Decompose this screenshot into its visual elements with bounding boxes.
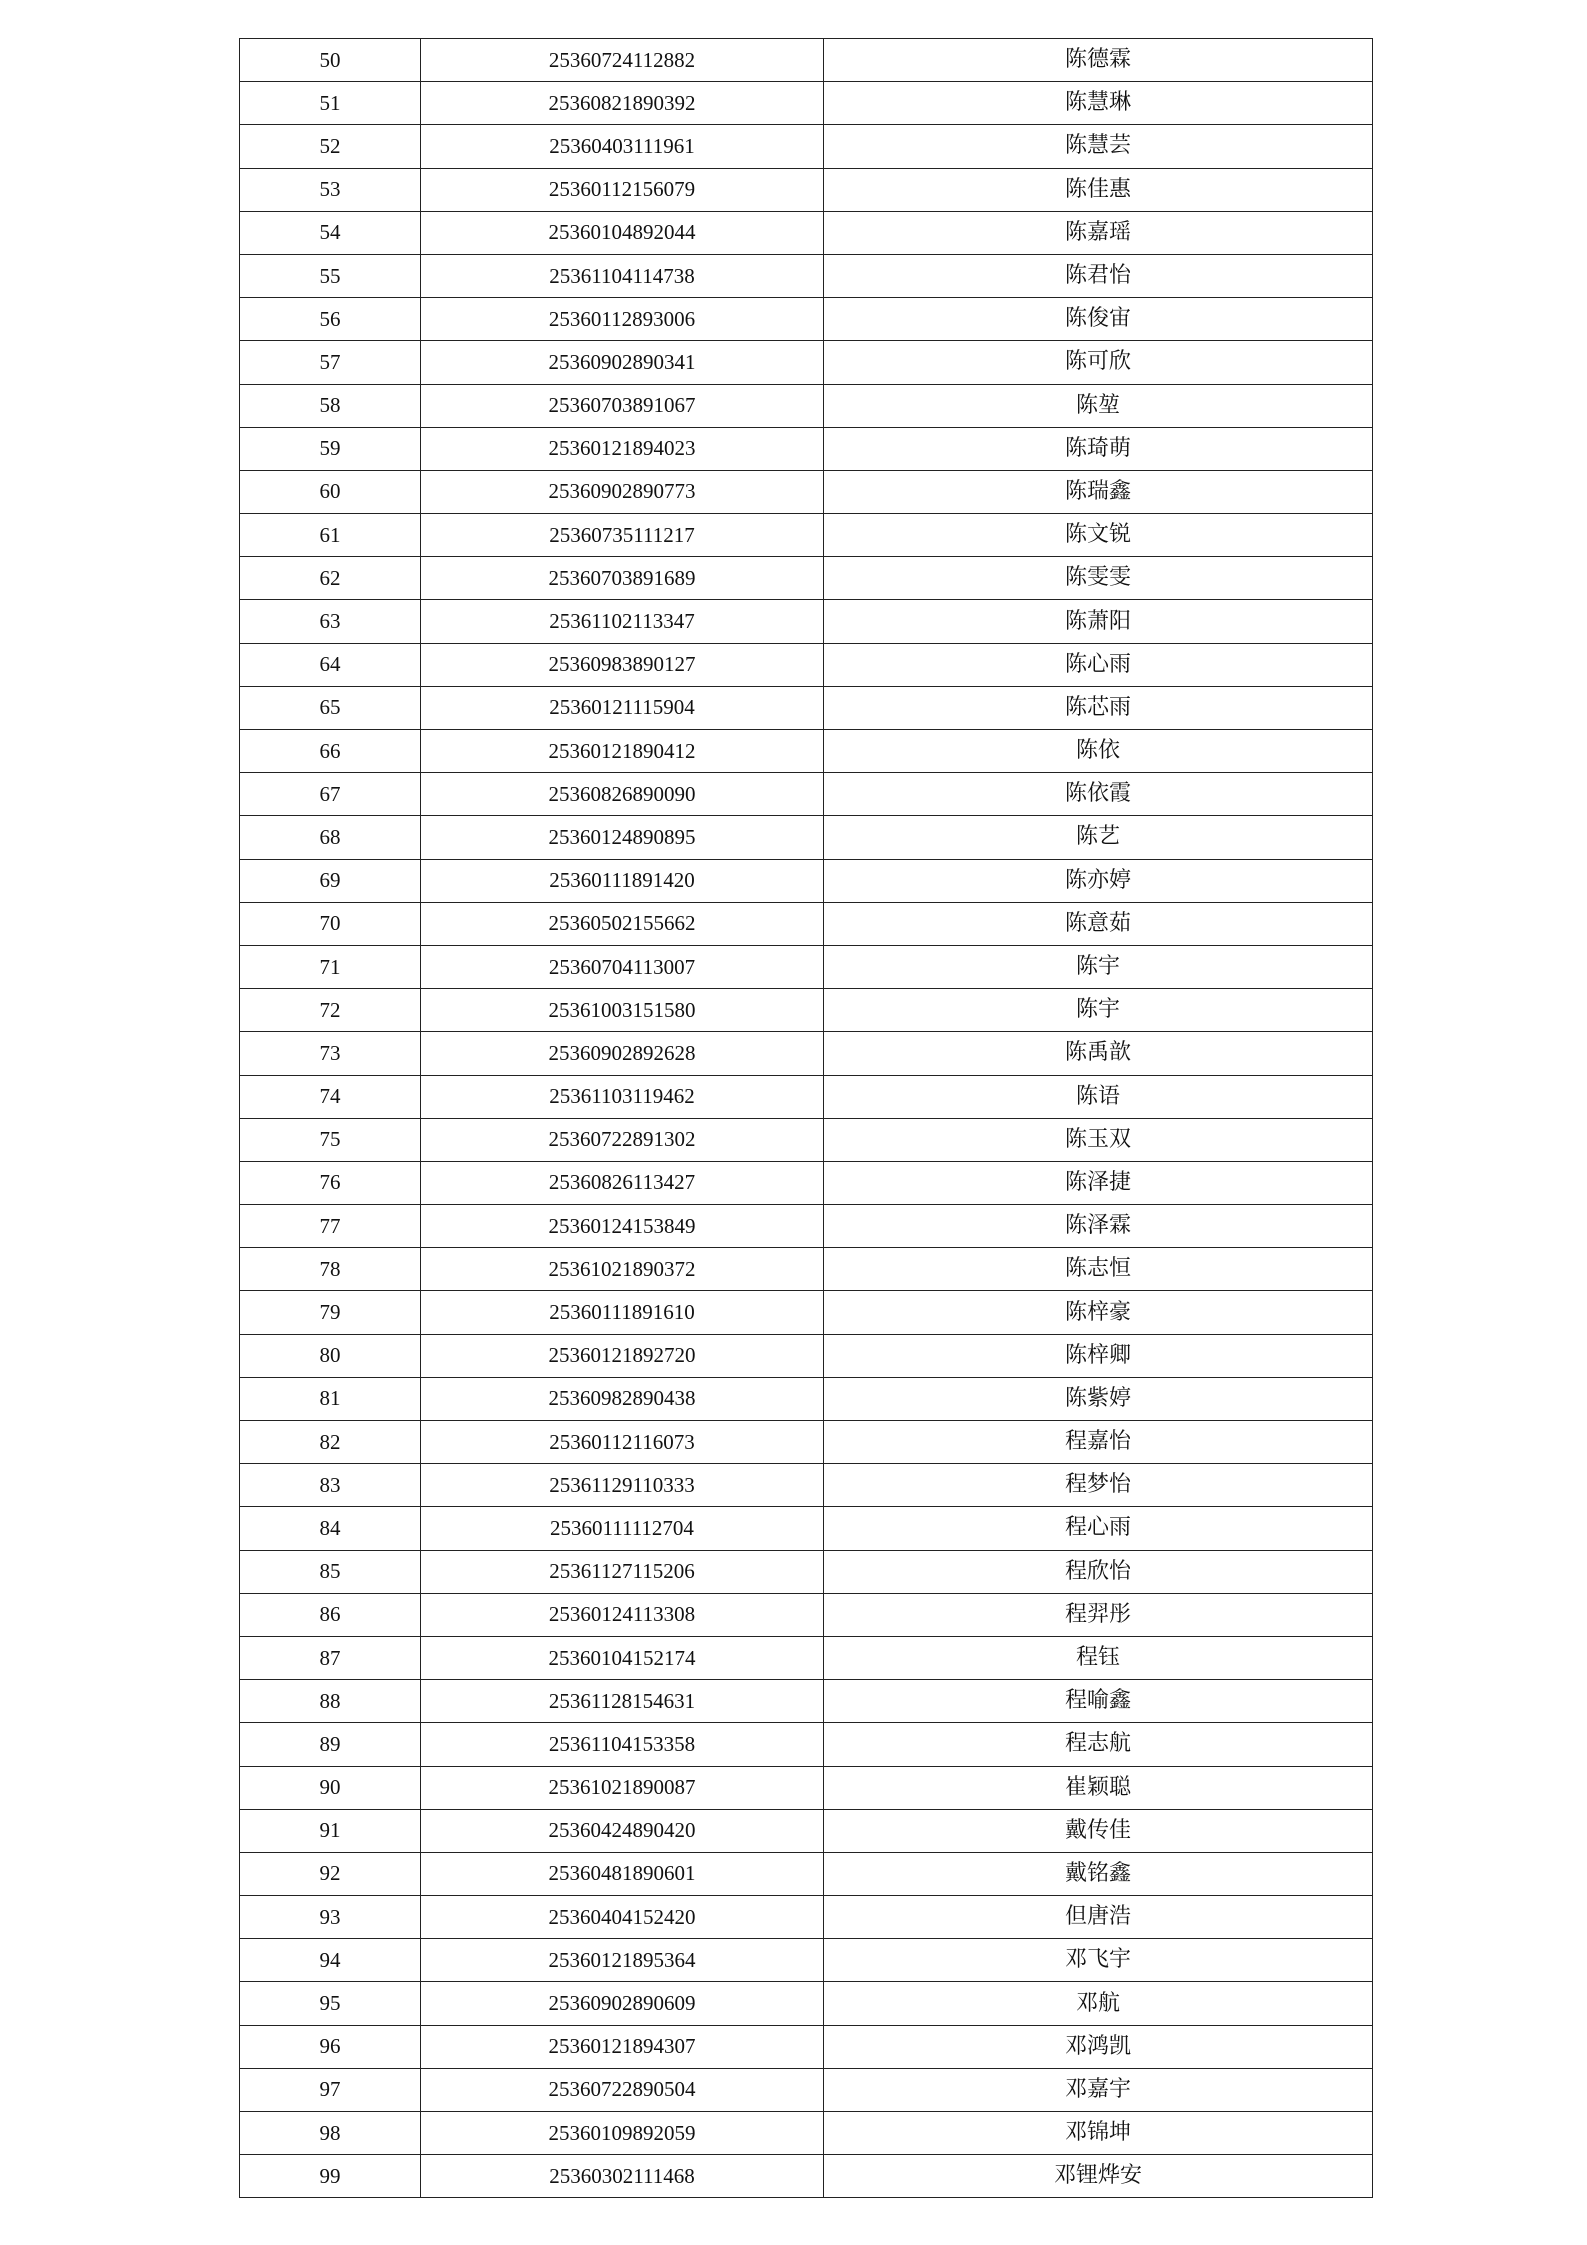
table-row: [240, 1636, 1373, 1679]
row-number-cell: 63: [240, 600, 421, 643]
candidate-name-cell: 戴铭鑫: [824, 1852, 1373, 1895]
row-number-cell: 91: [240, 1809, 421, 1852]
table-row: [240, 39, 1373, 82]
candidate-id-cell: 25360424890420: [421, 1809, 824, 1852]
candidate-name-cell: 陈亦婷: [824, 859, 1373, 902]
candidate-name-cell: 陈佳惠: [824, 168, 1373, 211]
row-number-cell: 57: [240, 341, 421, 384]
row-number-cell: 88: [240, 1680, 421, 1723]
candidate-name-cell: 陈泽捷: [824, 1161, 1373, 1204]
table-row: [240, 211, 1373, 254]
roster-table: [239, 38, 1373, 2198]
table-row: [240, 514, 1373, 557]
candidate-name-cell: 邓航: [824, 1982, 1373, 2025]
table-row: [240, 1248, 1373, 1291]
candidate-id-cell: 25360502155662: [421, 902, 824, 945]
candidate-id-cell: 25360821890392: [421, 82, 824, 125]
table-row: [240, 2025, 1373, 2068]
table-row: [240, 1939, 1373, 1982]
candidate-id-cell: 25361021890372: [421, 1248, 824, 1291]
table-row: [240, 600, 1373, 643]
candidate-id-cell: 25360121894023: [421, 427, 824, 470]
row-number-cell: 93: [240, 1896, 421, 1939]
table-row: [240, 1680, 1373, 1723]
row-number-cell: 80: [240, 1334, 421, 1377]
candidate-name-cell: 陈泽霖: [824, 1205, 1373, 1248]
candidate-name-cell: 陈依霞: [824, 773, 1373, 816]
candidate-name-cell: 陈德霖: [824, 39, 1373, 82]
candidate-id-cell: 25361129110333: [421, 1464, 824, 1507]
candidate-name-cell: 陈梓豪: [824, 1291, 1373, 1334]
candidate-id-cell: 25360124113308: [421, 1593, 824, 1636]
row-number-cell: 99: [240, 2155, 421, 2198]
table-row: [240, 1550, 1373, 1593]
table-row: [240, 1032, 1373, 1075]
candidate-name-cell: 邓锦坤: [824, 2112, 1373, 2155]
candidate-name-cell: 陈宇: [824, 945, 1373, 988]
table-row: [240, 298, 1373, 341]
table-row: [240, 1118, 1373, 1161]
candidate-name-cell: 陈琦萌: [824, 427, 1373, 470]
table-row: [240, 1205, 1373, 1248]
candidate-id-cell: 25361127115206: [421, 1550, 824, 1593]
row-number-cell: 87: [240, 1636, 421, 1679]
row-number-cell: 72: [240, 989, 421, 1032]
candidate-id-cell: 25360121895364: [421, 1939, 824, 1982]
candidate-name-cell: 陈雯雯: [824, 557, 1373, 600]
candidate-name-cell: 邓飞宇: [824, 1939, 1373, 1982]
table-row: [240, 1421, 1373, 1464]
row-number-cell: 90: [240, 1766, 421, 1809]
row-number-cell: 74: [240, 1075, 421, 1118]
candidate-name-cell: 邓嘉宇: [824, 2068, 1373, 2111]
row-number-cell: 85: [240, 1550, 421, 1593]
candidate-id-cell: 25360724112882: [421, 39, 824, 82]
row-number-cell: 98: [240, 2112, 421, 2155]
candidate-id-cell: 25360112156079: [421, 168, 824, 211]
table-row: [240, 1334, 1373, 1377]
candidate-name-cell: 陈堃: [824, 384, 1373, 427]
candidate-name-cell: 陈紫婷: [824, 1377, 1373, 1420]
table-row: [240, 1723, 1373, 1766]
candidate-name-cell: 陈慧琳: [824, 82, 1373, 125]
candidate-id-cell: 25360109892059: [421, 2112, 824, 2155]
row-number-cell: 52: [240, 125, 421, 168]
candidate-name-cell: 程志航: [824, 1723, 1373, 1766]
candidate-id-cell: 25360722891302: [421, 1118, 824, 1161]
candidate-id-cell: 25360111112704: [421, 1507, 824, 1550]
candidate-name-cell: 陈语: [824, 1075, 1373, 1118]
table-row: [240, 427, 1373, 470]
row-number-cell: 67: [240, 773, 421, 816]
row-number-cell: 58: [240, 384, 421, 427]
candidate-name-cell: 陈君怡: [824, 254, 1373, 297]
candidate-id-cell: 25360112116073: [421, 1421, 824, 1464]
row-number-cell: 75: [240, 1118, 421, 1161]
candidate-id-cell: 25361128154631: [421, 1680, 824, 1723]
candidate-name-cell: 邓鸿凯: [824, 2025, 1373, 2068]
candidate-id-cell: 25361003151580: [421, 989, 824, 1032]
row-number-cell: 81: [240, 1377, 421, 1420]
row-number-cell: 95: [240, 1982, 421, 2025]
candidate-name-cell: 陈慧芸: [824, 125, 1373, 168]
candidate-id-cell: 25360121892720: [421, 1334, 824, 1377]
candidate-name-cell: 陈依: [824, 730, 1373, 773]
row-number-cell: 94: [240, 1939, 421, 1982]
candidate-id-cell: 25360902892628: [421, 1032, 824, 1075]
table-row: [240, 2155, 1373, 2198]
table-row: [240, 773, 1373, 816]
row-number-cell: 64: [240, 643, 421, 686]
candidate-id-cell: 25360902890773: [421, 470, 824, 513]
table-row: [240, 168, 1373, 211]
row-number-cell: 50: [240, 39, 421, 82]
candidate-id-cell: 25360404152420: [421, 1896, 824, 1939]
table-row: [240, 384, 1373, 427]
candidate-name-cell: 陈艺: [824, 816, 1373, 859]
candidate-name-cell: 程嘉怡: [824, 1421, 1373, 1464]
candidate-id-cell: 25360111891610: [421, 1291, 824, 1334]
candidate-name-cell: 陈嘉瑶: [824, 211, 1373, 254]
candidate-id-cell: 25360111891420: [421, 859, 824, 902]
candidate-id-cell: 25361103119462: [421, 1075, 824, 1118]
row-number-cell: 78: [240, 1248, 421, 1291]
candidate-name-cell: 邓锂烨安: [824, 2155, 1373, 2198]
candidate-name-cell: 程梦怡: [824, 1464, 1373, 1507]
candidate-id-cell: 25360704113007: [421, 945, 824, 988]
candidate-name-cell: 陈萧阳: [824, 600, 1373, 643]
row-number-cell: 56: [240, 298, 421, 341]
candidate-id-cell: 25360826890090: [421, 773, 824, 816]
candidate-name-cell: 陈俊宙: [824, 298, 1373, 341]
candidate-id-cell: 25360735111217: [421, 514, 824, 557]
candidate-name-cell: 陈可欣: [824, 341, 1373, 384]
candidate-id-cell: 25361102113347: [421, 600, 824, 643]
table-row: [240, 1593, 1373, 1636]
candidate-id-cell: 25360722890504: [421, 2068, 824, 2111]
row-number-cell: 97: [240, 2068, 421, 2111]
row-number-cell: 68: [240, 816, 421, 859]
candidate-id-cell: 25361104153358: [421, 1723, 824, 1766]
table-row: [240, 859, 1373, 902]
table-row: [240, 902, 1373, 945]
row-number-cell: 62: [240, 557, 421, 600]
candidate-id-cell: 25360703891689: [421, 557, 824, 600]
row-number-cell: 77: [240, 1205, 421, 1248]
table-row: [240, 1291, 1373, 1334]
table-row: [240, 1507, 1373, 1550]
table-row: [240, 686, 1373, 729]
table-row: [240, 254, 1373, 297]
row-number-cell: 89: [240, 1723, 421, 1766]
table-row: [240, 989, 1373, 1032]
table-row: [240, 82, 1373, 125]
candidate-id-cell: 25360121890412: [421, 730, 824, 773]
row-number-cell: 65: [240, 686, 421, 729]
row-number-cell: 70: [240, 902, 421, 945]
candidate-name-cell: 陈禹歆: [824, 1032, 1373, 1075]
row-number-cell: 96: [240, 2025, 421, 2068]
row-number-cell: 86: [240, 1593, 421, 1636]
candidate-id-cell: 25360982890438: [421, 1377, 824, 1420]
row-number-cell: 79: [240, 1291, 421, 1334]
row-number-cell: 53: [240, 168, 421, 211]
candidate-name-cell: 陈心雨: [824, 643, 1373, 686]
table-row: [240, 2112, 1373, 2155]
table-row: [240, 1377, 1373, 1420]
roster-table-body: [240, 39, 1373, 2198]
candidate-id-cell: 25360124153849: [421, 1205, 824, 1248]
row-number-cell: 92: [240, 1852, 421, 1895]
candidate-name-cell: 陈玉双: [824, 1118, 1373, 1161]
candidate-id-cell: 25360403111961: [421, 125, 824, 168]
candidate-name-cell: 陈瑞鑫: [824, 470, 1373, 513]
row-number-cell: 76: [240, 1161, 421, 1204]
candidate-name-cell: 程钰: [824, 1636, 1373, 1679]
candidate-id-cell: 25360112893006: [421, 298, 824, 341]
candidate-id-cell: 25360902890609: [421, 1982, 824, 2025]
candidate-id-cell: 25361104114738: [421, 254, 824, 297]
candidate-name-cell: 陈文锐: [824, 514, 1373, 557]
table-row: [240, 1075, 1373, 1118]
candidate-id-cell: 25360703891067: [421, 384, 824, 427]
table-row: [240, 470, 1373, 513]
table-row: [240, 1766, 1373, 1809]
table-row: [240, 2068, 1373, 2111]
row-number-cell: 83: [240, 1464, 421, 1507]
candidate-name-cell: 陈宇: [824, 989, 1373, 1032]
table-row: [240, 1161, 1373, 1204]
row-number-cell: 71: [240, 945, 421, 988]
candidate-name-cell: 陈芯雨: [824, 686, 1373, 729]
table-row: [240, 125, 1373, 168]
candidate-name-cell: 陈意茹: [824, 902, 1373, 945]
table-row: [240, 341, 1373, 384]
candidate-name-cell: 程欣怡: [824, 1550, 1373, 1593]
row-number-cell: 59: [240, 427, 421, 470]
candidate-id-cell: 25360481890601: [421, 1852, 824, 1895]
candidate-id-cell: 25360983890127: [421, 643, 824, 686]
candidate-id-cell: 25360104892044: [421, 211, 824, 254]
candidate-id-cell: 25360124890895: [421, 816, 824, 859]
table-row: [240, 643, 1373, 686]
candidate-id-cell: 25360121115904: [421, 686, 824, 729]
table-row: [240, 1982, 1373, 2025]
candidate-name-cell: 程喻鑫: [824, 1680, 1373, 1723]
table-row: [240, 1464, 1373, 1507]
candidate-name-cell: 程心雨: [824, 1507, 1373, 1550]
candidate-id-cell: 25360826113427: [421, 1161, 824, 1204]
row-number-cell: 60: [240, 470, 421, 513]
row-number-cell: 66: [240, 730, 421, 773]
candidate-name-cell: 程羿彤: [824, 1593, 1373, 1636]
candidate-id-cell: 25360121894307: [421, 2025, 824, 2068]
table-row: [240, 1896, 1373, 1939]
candidate-id-cell: 25360104152174: [421, 1636, 824, 1679]
candidate-name-cell: 戴传佳: [824, 1809, 1373, 1852]
candidate-name-cell: 陈梓卿: [824, 1334, 1373, 1377]
candidate-id-cell: 25361021890087: [421, 1766, 824, 1809]
candidate-id-cell: 25360902890341: [421, 341, 824, 384]
table-row: [240, 557, 1373, 600]
row-number-cell: 82: [240, 1421, 421, 1464]
candidate-id-cell: 25360302111468: [421, 2155, 824, 2198]
candidate-name-cell: 但唐浩: [824, 1896, 1373, 1939]
table-row: [240, 1809, 1373, 1852]
row-number-cell: 69: [240, 859, 421, 902]
table-row: [240, 945, 1373, 988]
row-number-cell: 73: [240, 1032, 421, 1075]
candidate-name-cell: 崔颖聪: [824, 1766, 1373, 1809]
table-row: [240, 1852, 1373, 1895]
row-number-cell: 61: [240, 514, 421, 557]
candidate-name-cell: 陈志恒: [824, 1248, 1373, 1291]
row-number-cell: 54: [240, 211, 421, 254]
row-number-cell: 84: [240, 1507, 421, 1550]
table-row: [240, 816, 1373, 859]
table-row: [240, 730, 1373, 773]
row-number-cell: 51: [240, 82, 421, 125]
row-number-cell: 55: [240, 254, 421, 297]
